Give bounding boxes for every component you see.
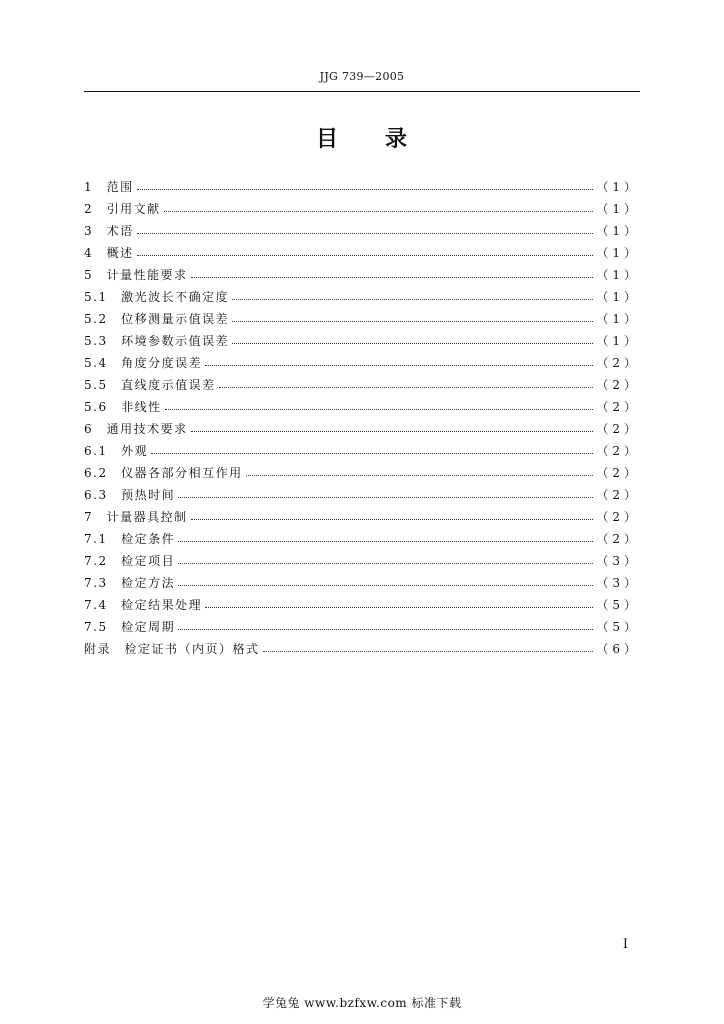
- toc-entry-page: （1）: [596, 245, 640, 260]
- toc-leader-dots: [164, 211, 594, 212]
- toc-entry: [84, 571, 640, 593]
- toc-entry-label: 7.5 检定周期: [84, 619, 176, 634]
- toc-entry-label: 7 计量器具控制: [84, 509, 188, 524]
- toc-entry-label: 6.1 外观: [84, 443, 149, 458]
- toc-leader-dots: [137, 255, 594, 256]
- toc-leader-dots: [219, 387, 594, 388]
- toc-entry: [84, 439, 640, 461]
- toc-leader-dots: [191, 519, 594, 520]
- toc-entry-label: 6 通用技术要求: [84, 421, 188, 436]
- toc-entry: [84, 219, 640, 241]
- toc-entry: [84, 373, 640, 395]
- toc-entry-label: 5.6 非线性: [84, 399, 162, 414]
- toc-entry: [84, 351, 640, 373]
- toc-leader-dots: [178, 497, 593, 498]
- toc-entry-page: （2）: [596, 443, 640, 458]
- toc-entry-label: 5.5 直线度示值误差: [84, 377, 216, 392]
- toc-entry-label: 7.1 检定条件: [84, 531, 176, 546]
- toc-entry-page: （2）: [596, 531, 640, 546]
- toc-entry-label: 5.2 位移测量示值误差: [84, 311, 230, 326]
- toc-entry: [84, 329, 640, 351]
- toc-entry: [84, 241, 640, 263]
- toc-leader-dots: [151, 453, 593, 454]
- toc-entry-label: 5.4 角度分度误差: [84, 355, 203, 370]
- toc-entry: [84, 615, 640, 637]
- toc-leader-dots: [165, 409, 594, 410]
- toc-entry-page: （1）: [596, 267, 640, 282]
- toc-entry: [84, 175, 640, 197]
- toc-entry-page: （5）: [596, 619, 640, 634]
- toc-entry-label: 7.4 检定结果处理: [84, 597, 203, 612]
- toc-entry: [84, 417, 640, 439]
- header-rule: [84, 91, 640, 92]
- toc-entry-page: （1）: [596, 333, 640, 348]
- toc-entry-label: 1 范围: [84, 179, 134, 194]
- toc-entry: [84, 505, 640, 527]
- toc-entry: [84, 197, 640, 219]
- toc-entry-page: （2）: [596, 421, 640, 436]
- toc-leader-dots: [263, 651, 594, 652]
- toc-entry: [84, 307, 640, 329]
- toc-leader-dots: [246, 475, 594, 476]
- toc-entry: [84, 483, 640, 505]
- toc-entry-page: （2）: [596, 399, 640, 414]
- toc-leader-dots: [232, 321, 593, 322]
- toc-entry-label: 2 引用文献: [84, 201, 161, 216]
- toc-leader-dots: [232, 299, 593, 300]
- toc-entry-label: 5.3 环境参数示值误差: [84, 333, 230, 348]
- toc-entry-page: （2）: [596, 377, 640, 392]
- toc-entry: [84, 395, 640, 417]
- toc-leader-dots: [178, 585, 593, 586]
- header-code: JJG 739—2005: [319, 70, 405, 83]
- toc-entry-page: （2）: [596, 355, 640, 370]
- toc-entry-page: （6）: [596, 641, 640, 656]
- toc-entry: [84, 527, 640, 549]
- toc-leader-dots: [191, 277, 594, 278]
- toc-leader-dots: [137, 233, 594, 234]
- toc-entry-page: （1）: [596, 179, 640, 194]
- toc-entry-label: 5.1 激光波长不确定度: [84, 289, 230, 304]
- toc-entry-label: 7.3 检定方法: [84, 575, 176, 590]
- toc-entry: [84, 637, 640, 659]
- toc-entry-page: （2）: [596, 509, 640, 524]
- toc-leader-dots: [178, 541, 593, 542]
- toc-entry-page: （3）: [596, 553, 640, 568]
- toc-entry-label: 5 计量性能要求: [84, 267, 188, 282]
- toc-entry-label: 4 概述: [84, 245, 134, 260]
- toc-leader-dots: [137, 189, 594, 190]
- toc-entry-label: 6.2 仪器各部分相互作用: [84, 465, 243, 480]
- toc-entry: [84, 285, 640, 307]
- toc-leader-dots: [205, 365, 593, 366]
- toc-entry-label: 3 术语: [84, 223, 134, 238]
- footer-watermark: 学兔兔 www.bzfxw.com 标准下载: [262, 996, 462, 1010]
- toc-entry-page: （3）: [596, 575, 640, 590]
- toc-leader-dots: [178, 563, 593, 564]
- toc-entry-page: （2）: [596, 487, 640, 502]
- toc-entry-page: （2）: [596, 465, 640, 480]
- toc-entry: [84, 461, 640, 483]
- toc-entry: [84, 549, 640, 571]
- toc-list: [84, 175, 640, 659]
- toc-entry-page: （1）: [596, 289, 640, 304]
- page-title: 目 录: [315, 126, 408, 152]
- toc-entry-label: 附录 检定证书（内页）格式: [84, 641, 260, 656]
- toc-leader-dots: [232, 343, 593, 344]
- page-number: I: [622, 937, 628, 952]
- toc-entry-label: 6.3 预热时间: [84, 487, 176, 502]
- toc-leader-dots: [178, 629, 593, 630]
- toc-leader-dots: [205, 607, 593, 608]
- toc-entry-page: （5）: [596, 597, 640, 612]
- toc-leader-dots: [191, 431, 594, 432]
- toc-entry: [84, 593, 640, 615]
- toc-entry-page: （1）: [596, 223, 640, 238]
- toc-entry-page: （1）: [596, 311, 640, 326]
- toc-entry-page: （1）: [596, 201, 640, 216]
- toc-entry: [84, 263, 640, 285]
- toc-entry-label: 7.2 检定项目: [84, 553, 176, 568]
